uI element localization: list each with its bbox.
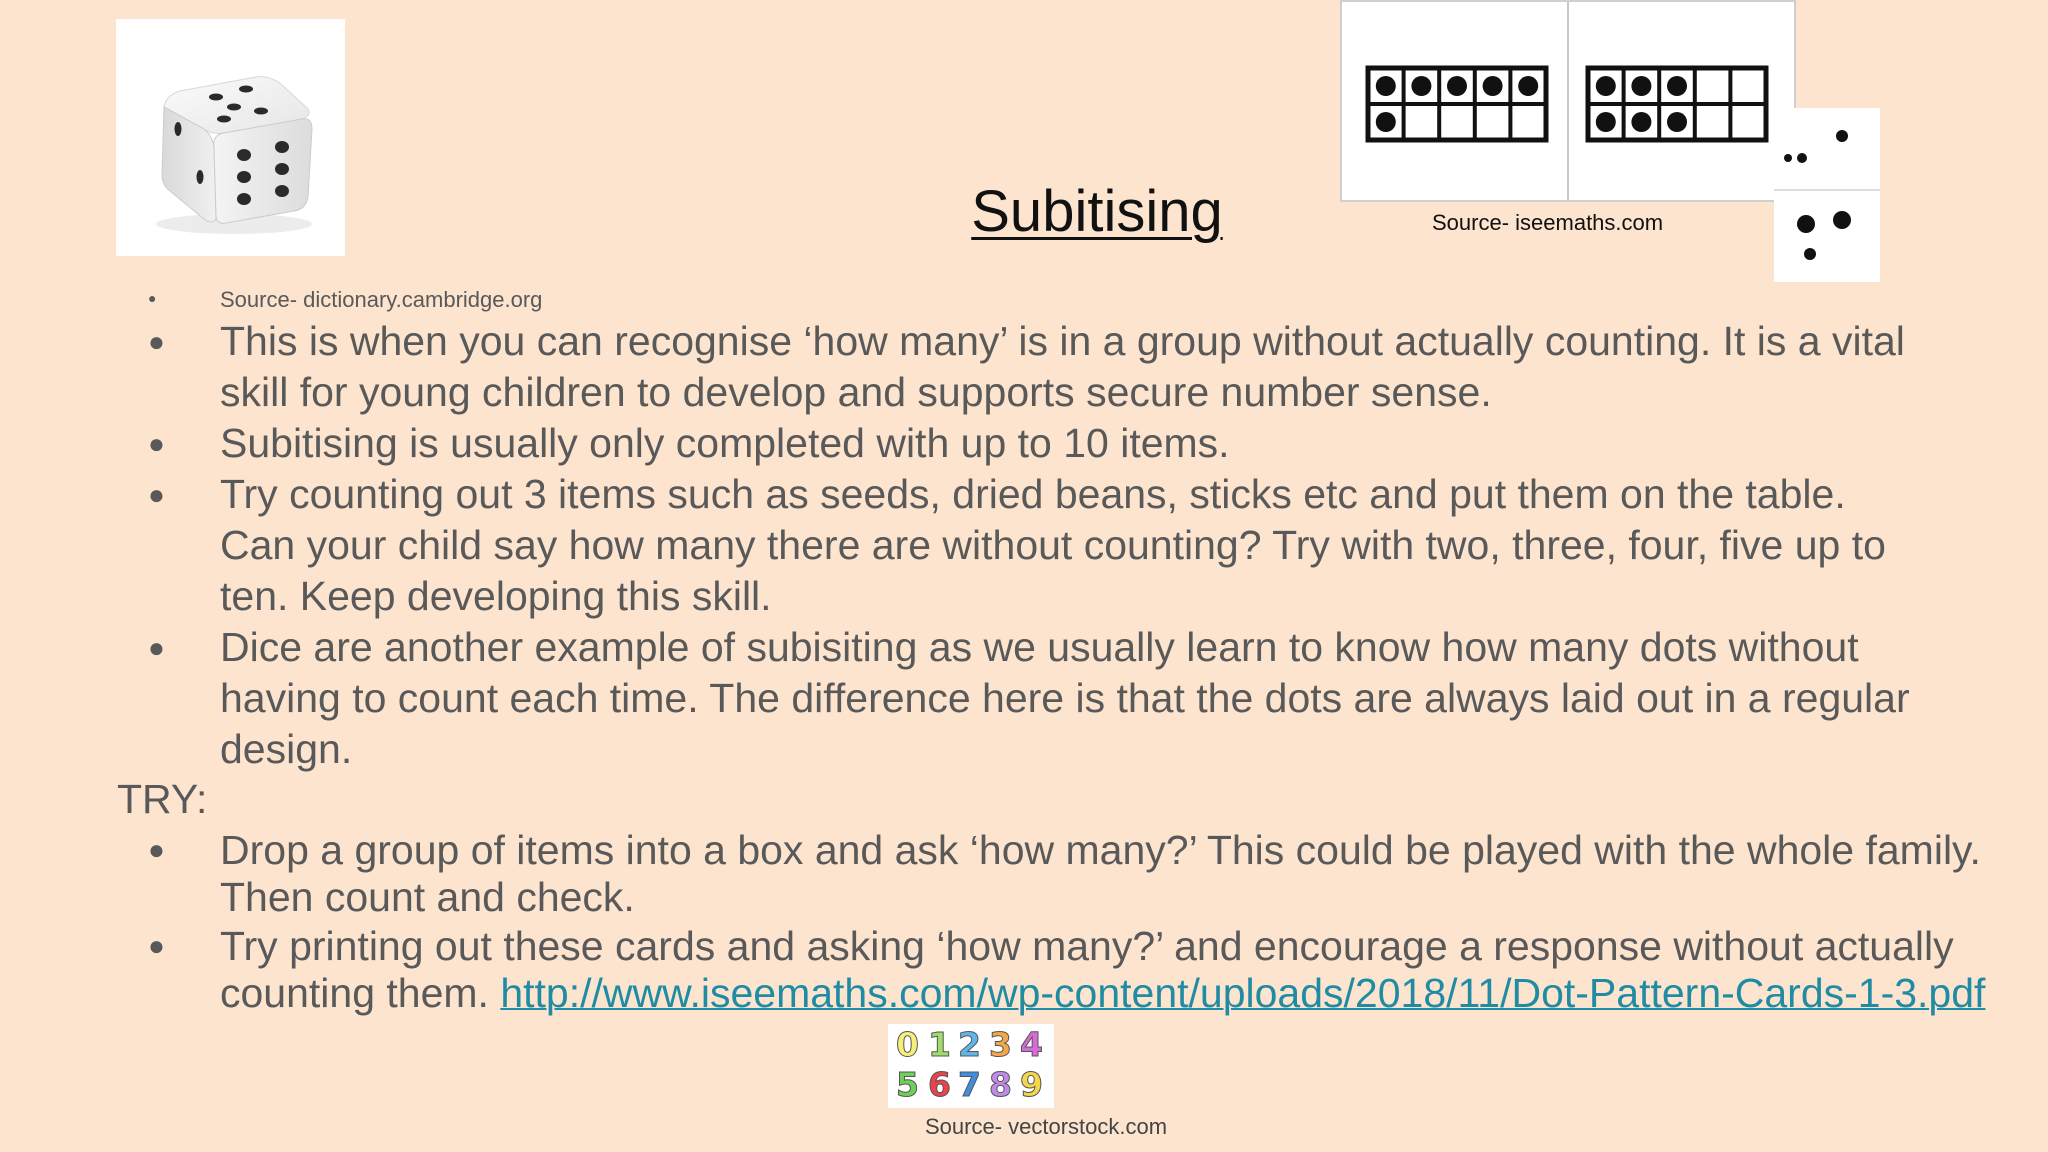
- bullet-line-with-link: [220, 969, 1985, 1017]
- ten-frame-icon: [1342, 2, 1794, 200]
- bullet-line: Then count and check.: [220, 874, 635, 920]
- digit: 9: [1020, 1065, 1043, 1104]
- bullet-icon: ●: [148, 290, 157, 306]
- bullet-icon: ●: [148, 326, 165, 357]
- dot-pattern-cards-link[interactable]: http://www.iseemaths.com/wp-content/uploads/2018/11/Dot-Pattern-Cards-1-3.pdf: [500, 970, 1986, 1016]
- bullet-line: skill for young children to develop and supports secure number sense.: [220, 369, 1492, 415]
- bullet-line-prefix: counting them.: [220, 970, 501, 1016]
- digit: 1: [928, 1025, 951, 1064]
- digit: 7: [958, 1065, 981, 1104]
- ten-frames-source: Source- iseemaths.com: [1432, 210, 1664, 235]
- digit: 4: [1020, 1025, 1043, 1064]
- source-dictionary: Source- dictionary.cambridge.org: [220, 287, 543, 312]
- bullet-line: Dice are another example of subisiting as we usually learn to know how many dots without: [220, 624, 1859, 670]
- bullet-line: This is when you can recognise ‘how many’ is in a group without actually counting. It is a vital: [220, 318, 1905, 364]
- bullet-line: Try counting out 3 items such as seeds, dried beans, sticks etc and put them on the table.: [220, 471, 1846, 517]
- digit: 0: [896, 1025, 919, 1064]
- bullet-line: design.: [220, 726, 353, 772]
- bullet-icon: ●: [148, 930, 165, 961]
- digit: 8: [989, 1065, 1012, 1104]
- bullet-line: Can your child say how many there are without counting? Try with two, three, four, five up to: [220, 522, 1886, 568]
- bullet-icon: ●: [148, 632, 165, 663]
- ten-frames-image: [1340, 0, 1796, 202]
- page-title: Subitising: [971, 179, 1223, 244]
- numbers-source: Source- vectorstock.com: [925, 1114, 1168, 1139]
- bullet-icon: ●: [148, 479, 165, 510]
- bullet-line: having to count each time. The difference here is that the dots are always laid out in a regular: [220, 675, 1910, 721]
- digit: 5: [896, 1065, 919, 1104]
- bullet-line: Try printing out these cards and asking ‘how many?’ and encourage a response without actually: [220, 923, 1954, 969]
- digit: 2: [958, 1025, 981, 1064]
- bullet-line: ten. Keep developing this skill.: [220, 573, 772, 619]
- digit: 6: [928, 1065, 951, 1104]
- bullet-icon: ●: [148, 428, 165, 459]
- bullet-line: Subitising is usually only completed with up to 10 items.: [220, 420, 1230, 466]
- bullet-icon: ●: [148, 834, 165, 865]
- bullet-line: Drop a group of items into a box and ask ‘how many?’ This could be played with the whole family.: [220, 827, 1981, 873]
- digit: 3: [989, 1025, 1012, 1064]
- numbers-image: [888, 1024, 1054, 1108]
- numbers-icon: [888, 1024, 1054, 1108]
- try-heading: TRY:: [117, 776, 208, 822]
